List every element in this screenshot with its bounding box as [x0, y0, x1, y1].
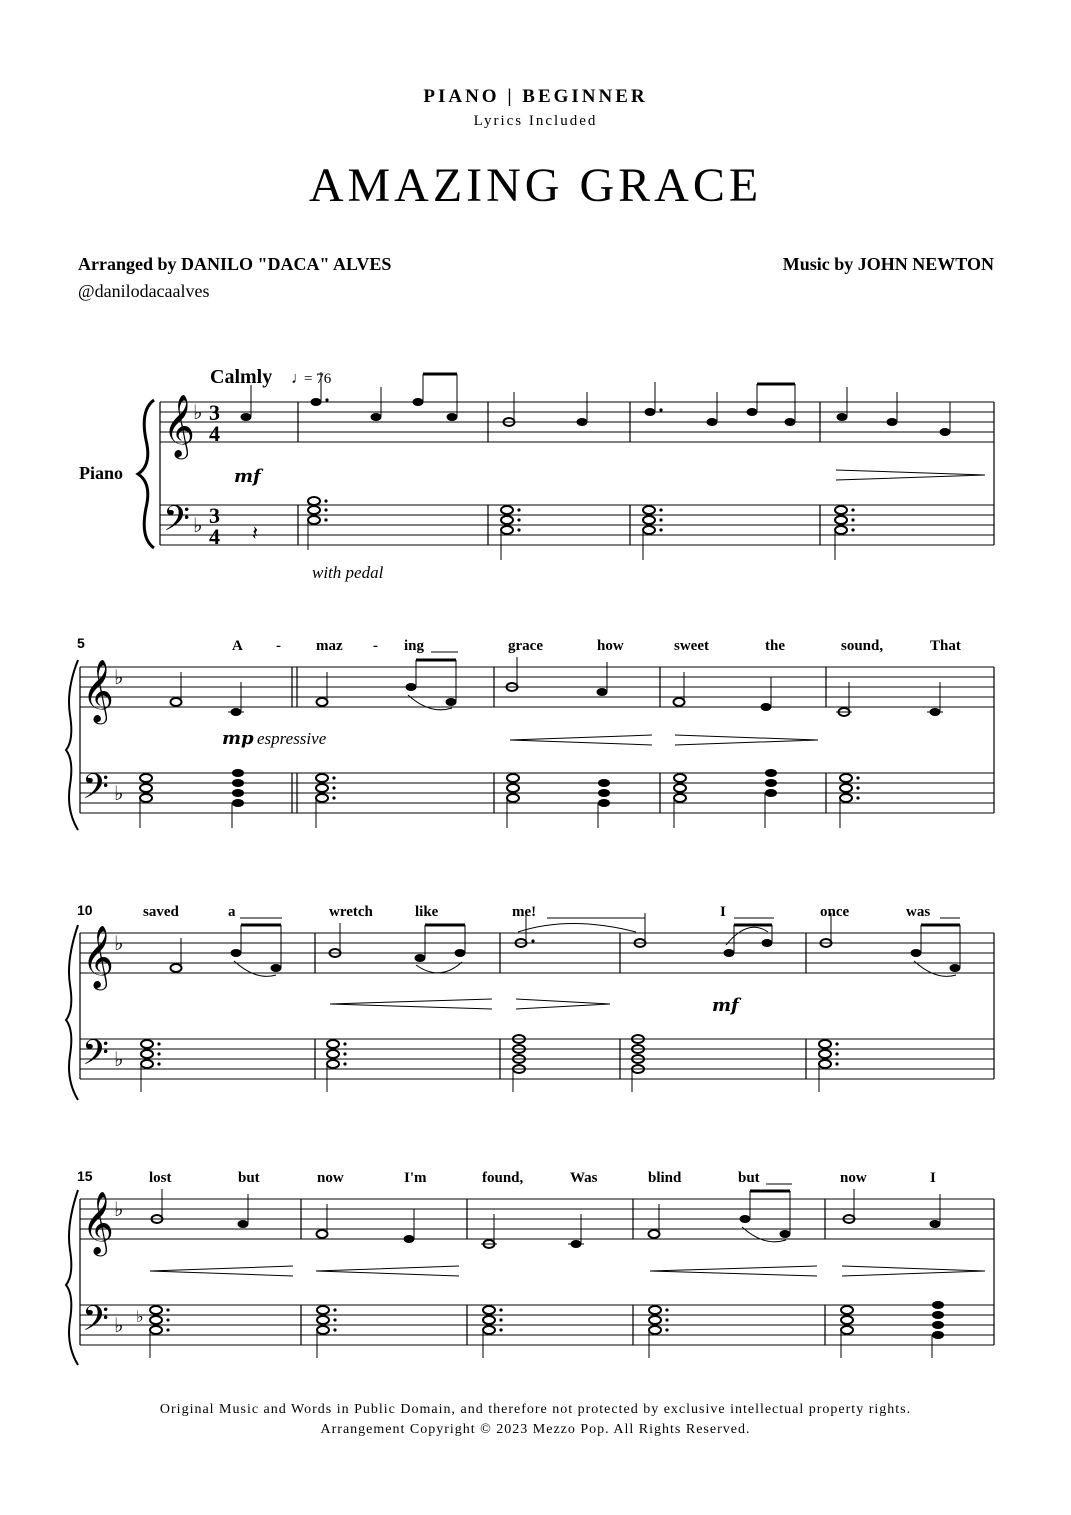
lyric: but [738, 1170, 760, 1186]
time-sig-top: 3 [209, 400, 220, 425]
flat-icon: ♭ [193, 515, 203, 537]
lyric: lost [149, 1170, 172, 1186]
lyric: I'm [404, 1170, 427, 1186]
time-sig-bottom: 4 [209, 524, 220, 549]
crescendo-hairpin [150, 1266, 293, 1276]
lyric: blind [648, 1170, 682, 1186]
treble-clef-icon: 𝄞 [82, 1191, 114, 1254]
quarter-note-icon: ♩ [291, 370, 307, 387]
bass-chords-system-1 [252, 497, 855, 560]
tempo-word: Calmly [210, 366, 273, 388]
arranger-handle: @danilodacaalves [78, 281, 210, 301]
dynamic-mf: mf [234, 466, 261, 487]
song-title: AMAZING GRACE [308, 159, 763, 212]
dynamic-mf: mf [712, 995, 739, 1016]
lyric: ing [404, 638, 425, 654]
lyric: me! [512, 904, 537, 920]
crescendo-hairpin [510, 735, 652, 745]
lyric: was [906, 904, 931, 920]
measure-number: 5 [77, 635, 85, 651]
lyric: sweet [674, 638, 709, 654]
treble-notes-system-3 [171, 913, 961, 976]
lyric: saved [143, 904, 179, 920]
flat-icon: ♭ [114, 783, 124, 805]
flat-icon: ♭ [193, 402, 203, 424]
system-3 [66, 902, 994, 1100]
lyric: - [276, 638, 281, 654]
treble-notes-system-1 [241, 372, 951, 436]
arranger-credit: Arranged by DANILO "DACA" ALVES [78, 254, 392, 274]
lyric: but [238, 1170, 260, 1186]
footer-line-2: Arrangement Copyright © 2023 Mezzo Pop. All Rights Reserved. [320, 1422, 751, 1437]
expression-mark: espressive [257, 729, 327, 748]
bass-clef-icon: 𝄢 [82, 1298, 110, 1347]
dynamic-mp: mp [222, 728, 254, 749]
subcategory-label: Lyrics Included [473, 113, 598, 129]
lyric: A [232, 638, 243, 654]
lyric: sound, [841, 638, 884, 654]
lyric: grace [508, 638, 543, 654]
flat-icon: ♭ [114, 1315, 124, 1337]
crescendo-hairpin [650, 1266, 817, 1276]
time-sig-bottom: 4 [209, 421, 220, 446]
bass-clef-icon: 𝄢 [82, 766, 110, 815]
lyric: maz [316, 638, 343, 654]
time-sig-top: 3 [209, 503, 220, 528]
treble-clef-icon: 𝄞 [82, 925, 114, 988]
decrescendo-hairpin [842, 1266, 985, 1276]
lyric: like [415, 904, 439, 920]
treble-clef-icon: 𝄞 [82, 659, 114, 722]
flat-icon: ♭ [114, 1199, 124, 1221]
flat-icon: ♭ [136, 1309, 144, 1326]
lyric: Was [570, 1170, 598, 1186]
flat-icon: ♭ [114, 667, 124, 689]
lyric: the [765, 638, 785, 654]
flat-icon: ♭ [114, 1049, 124, 1071]
lyric: once [820, 904, 850, 920]
category-label: PIANO | BEGINNER [423, 86, 648, 107]
system-1 [79, 366, 994, 582]
treble-clef-icon: 𝄞 [163, 394, 195, 457]
tempo-mark: = 76 [304, 371, 332, 387]
crescendo-hairpin [316, 1266, 459, 1276]
system-2 [66, 635, 994, 830]
lyric: now [840, 1170, 867, 1186]
bass-chords-system-2 [140, 769, 860, 828]
crescendo-hairpin [330, 999, 492, 1009]
lyric: - [373, 638, 378, 654]
footer-line-1: Original Music and Words in Public Domain, and therefore not protected by exclusive intellectual property rights. [159, 1402, 912, 1417]
lyric: how [597, 638, 624, 654]
bass-clef-icon: 𝄢 [163, 498, 191, 547]
flat-icon: ♭ [114, 933, 124, 955]
lyric: That [930, 638, 961, 654]
bass-clef-icon: 𝄢 [82, 1032, 110, 1081]
decrescendo-hairpin [516, 999, 610, 1009]
pedal-instruction: with pedal [312, 563, 384, 582]
measure-number: 15 [77, 1168, 93, 1184]
measure-number: 10 [77, 902, 93, 918]
bass-chords-system-3 [141, 1035, 839, 1092]
bass-staff [160, 505, 994, 545]
decrescendo-hairpin [675, 735, 818, 745]
lyric: wretch [329, 904, 373, 920]
lyric: a [228, 904, 236, 920]
lyric: I [930, 1170, 936, 1186]
bass-chords-system-4 [136, 1301, 944, 1358]
instrument-label: Piano [79, 463, 124, 483]
system-4 [66, 1168, 994, 1365]
lyric: now [317, 1170, 344, 1186]
lyric: I [720, 904, 726, 920]
brace [138, 400, 154, 548]
quarter-rest-icon: 𝄽 [252, 523, 259, 545]
decrescendo-hairpin [836, 470, 985, 480]
lyric: found, [482, 1170, 524, 1186]
composer-credit: Music by JOHN NEWTON [782, 254, 994, 274]
